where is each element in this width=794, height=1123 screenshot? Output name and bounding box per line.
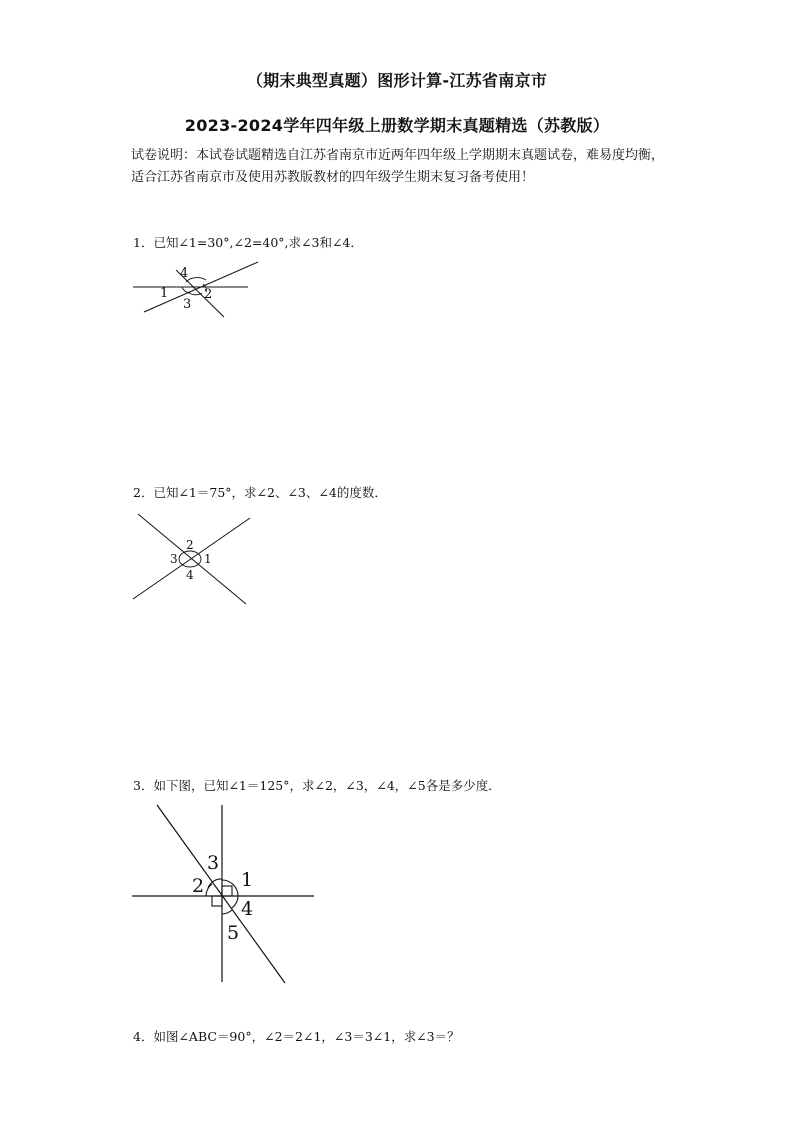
q3-label-5: 5 [227,922,240,944]
question-4-text: 4．如图∠ABC＝90°，∠2＝2∠1，∠3＝3∠1，求∠3＝？ [133,1029,460,1044]
q3-right-angle-mark-right [222,886,232,896]
q3-angle-arc-5 [222,910,232,914]
q3-angle-arc-1 [222,880,238,896]
question-2-figure [130,510,252,606]
q3-label-4: 4 [241,898,254,920]
q1-label-1: 1 [160,286,169,301]
question-1-text: 1．已知∠1=30°,∠2=40°,求∠3和∠4． [133,235,363,250]
q1-angle-arc-top [186,278,206,282]
q1-label-2: 2 [204,287,213,302]
exam-instructions: 试卷说明：本试卷试题精选自江苏省南京市近两年四年级上学期期末真题试卷，难易度均衡，适合江苏省南京市及使用苏教版教材的四年级学生期末复习备考使用！ [131,148,665,185]
q2-label-1: 1 [204,552,212,566]
q3-label-3: 3 [207,852,220,874]
q3-label-2: 2 [192,875,205,897]
q2-label-3: 3 [170,552,178,566]
q1-label-4: 4 [180,266,189,281]
q3-right-angle-mark-left [212,896,222,906]
q1-label-3: 3 [183,297,192,312]
q3-angle-arc-4 [232,896,238,908]
q2-label-4: 4 [186,568,194,582]
question-3-figure [130,800,320,988]
q3-label-1: 1 [241,869,254,891]
q2-line-a [138,514,246,604]
question-1-figure [130,260,252,320]
page-subtitle: 2023-2024学年四年级上册数学期末真题精选（苏教版） [184,116,610,135]
page-title: （期末典型真题）图形计算-江苏省南京市 [246,71,548,90]
q3-diagonal-line [157,805,285,983]
q2-label-2: 2 [186,538,194,552]
q2-line-b [133,518,250,599]
question-2-text: 2．已知∠1＝75°，求∠2、∠3、∠4的度数． [133,485,387,500]
question-3-text: 3．如下图，已知∠1＝125°，求∠2，∠3，∠4，∠5各是多少度． [133,778,501,793]
